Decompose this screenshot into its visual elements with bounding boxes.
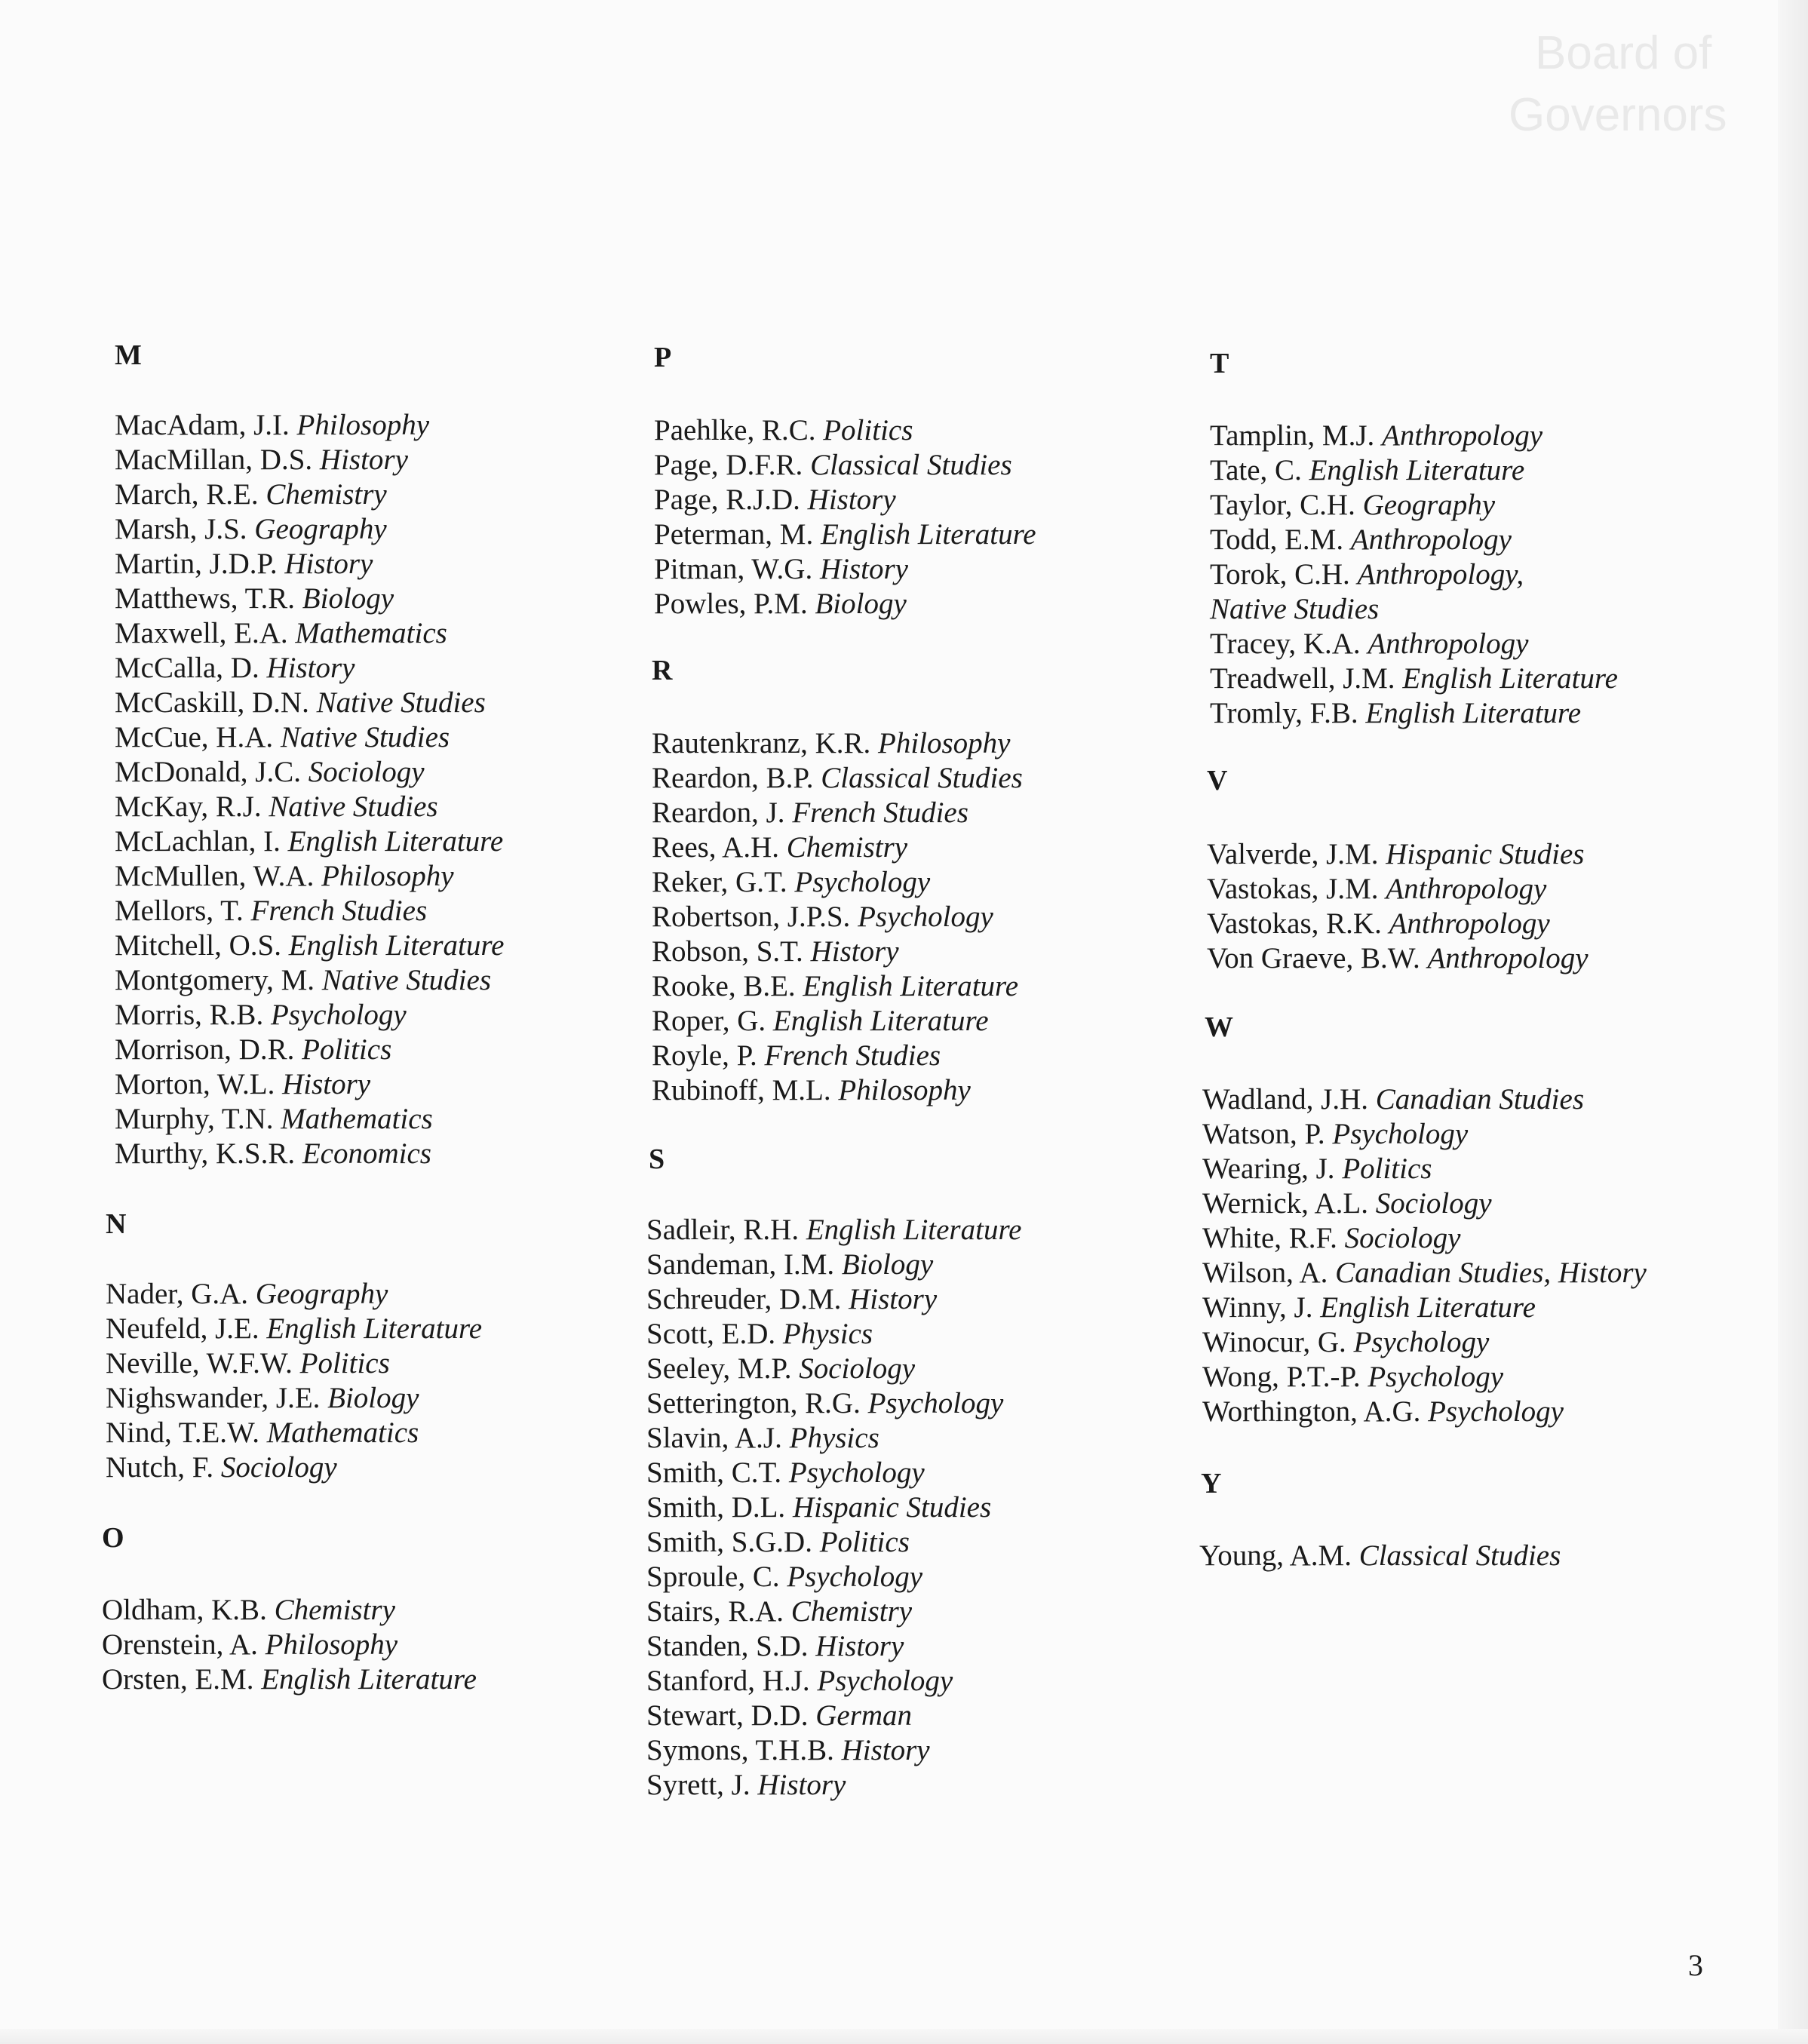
directory-entry bbox=[646, 1248, 1022, 1282]
directory-entry bbox=[646, 1733, 1022, 1768]
department: English Literature bbox=[806, 1214, 1022, 1246]
directory-entry bbox=[652, 830, 1023, 865]
department: English Literature bbox=[287, 825, 504, 858]
section-letter-p: P bbox=[654, 342, 672, 373]
department: Chemistry bbox=[786, 831, 908, 864]
faculty-name: Smith, D.L. bbox=[646, 1491, 786, 1524]
department: Biology bbox=[327, 1382, 419, 1414]
department: Chemistry bbox=[274, 1594, 395, 1626]
department: Anthropology, bbox=[1357, 558, 1524, 591]
department: English Literature bbox=[820, 518, 1036, 551]
directory-entry bbox=[654, 587, 1036, 621]
faculty-name: Royle, P. bbox=[652, 1039, 757, 1072]
faculty-name: Treadwell, J.M. bbox=[1210, 662, 1395, 695]
directory-entry bbox=[1210, 453, 1618, 488]
faculty-name: Reker, G.T. bbox=[652, 866, 787, 898]
faculty-name: Symons, T.H.B. bbox=[646, 1734, 834, 1766]
directory-entry bbox=[106, 1346, 482, 1381]
directory-entry bbox=[106, 1416, 482, 1450]
faculty-name: Wong, P.T.-P. bbox=[1202, 1361, 1361, 1393]
faculty-name: Wilson, A. bbox=[1202, 1257, 1328, 1289]
faculty-name: Sadleir, R.H. bbox=[646, 1214, 800, 1246]
directory-entry bbox=[1210, 419, 1618, 453]
faculty-name: Todd, E.M. bbox=[1210, 523, 1344, 556]
faculty-name: Page, R.J.D. bbox=[654, 483, 800, 516]
department: English Literature bbox=[261, 1663, 477, 1696]
directory-entry bbox=[115, 512, 504, 547]
faculty-name: Robertson, J.P.S. bbox=[652, 901, 851, 933]
department: Psychology bbox=[858, 901, 993, 933]
department: History bbox=[266, 652, 355, 684]
faculty-name: Winny, J. bbox=[1202, 1291, 1313, 1324]
department: Philosophy bbox=[296, 409, 430, 441]
faculty-name: Von Graeve, B.W. bbox=[1207, 942, 1420, 974]
directory-entry bbox=[646, 1456, 1022, 1490]
directory-entry bbox=[652, 796, 1023, 830]
faculty-name: Wearing, J. bbox=[1202, 1152, 1335, 1185]
department: Psychology bbox=[1368, 1361, 1504, 1393]
department: English Literature bbox=[1402, 662, 1618, 695]
directory-entry bbox=[654, 483, 1036, 517]
section-letter-y: Y bbox=[1201, 1468, 1222, 1499]
section-letter-v: V bbox=[1207, 765, 1228, 796]
faculty-name: McCue, H.A. bbox=[115, 721, 274, 753]
faculty-name: Rees, A.H. bbox=[652, 831, 779, 864]
faculty-name: Stairs, R.A. bbox=[646, 1595, 784, 1628]
directory-entry bbox=[115, 547, 504, 582]
directory-entry bbox=[115, 720, 504, 755]
directory-entry bbox=[646, 1664, 1022, 1699]
department: Psychology bbox=[817, 1665, 953, 1697]
page-edge-shadow bbox=[1778, 0, 1808, 2044]
faculty-name: McCaskill, D.N. bbox=[115, 686, 309, 719]
department: Native Studies bbox=[269, 790, 438, 823]
faculty-name: Maxwell, E.A. bbox=[115, 617, 288, 649]
section-o-list bbox=[102, 1593, 477, 1697]
faculty-name: Nind, T.E.W. bbox=[106, 1416, 260, 1449]
department: Geography bbox=[254, 513, 387, 545]
directory-entry bbox=[115, 616, 504, 651]
directory-entry bbox=[646, 1282, 1022, 1317]
department: Hispanic Studies bbox=[792, 1491, 992, 1524]
section-v-list bbox=[1207, 837, 1589, 976]
directory-entry bbox=[1202, 1256, 1647, 1291]
directory-entry bbox=[652, 935, 1023, 969]
directory-entry bbox=[115, 1033, 504, 1067]
directory-entry bbox=[115, 859, 504, 894]
directory-entry bbox=[1207, 907, 1589, 941]
faculty-name: Torok, C.H. bbox=[1210, 558, 1350, 591]
department: English Literature bbox=[772, 1005, 989, 1037]
section-letter-n: N bbox=[106, 1208, 127, 1240]
department: Geography bbox=[255, 1278, 388, 1310]
faculty-name: Nighswander, J.E. bbox=[106, 1382, 321, 1414]
faculty-name: McLachlan, I. bbox=[115, 825, 281, 858]
faculty-name: Morton, W.L. bbox=[115, 1068, 275, 1100]
department: Native Studies bbox=[316, 686, 486, 719]
department: Classical Studies bbox=[1358, 1539, 1561, 1572]
department: English Literature bbox=[288, 929, 505, 962]
department: Psychology bbox=[788, 1456, 925, 1489]
directory-entry bbox=[115, 1067, 504, 1102]
department: History bbox=[807, 483, 896, 516]
department: Anthropology bbox=[1389, 907, 1550, 940]
department: History bbox=[819, 553, 908, 585]
department: Philosophy bbox=[878, 727, 1011, 760]
faculty-name: Scott, E.D. bbox=[646, 1318, 776, 1350]
faculty-name: Smith, S.G.D. bbox=[646, 1526, 812, 1558]
faculty-name: White, R.F. bbox=[1202, 1222, 1337, 1254]
directory-entry bbox=[646, 1490, 1022, 1525]
faculty-name: Tamplin, M.J. bbox=[1210, 419, 1375, 452]
directory-entry bbox=[1210, 523, 1618, 557]
directory-entry bbox=[1202, 1186, 1647, 1221]
faculty-name: Young, A.M. bbox=[1199, 1539, 1352, 1572]
section-letter-o: O bbox=[102, 1522, 124, 1554]
directory-entry bbox=[102, 1628, 477, 1662]
faculty-name: Paehlke, R.C. bbox=[654, 414, 816, 447]
directory-entry bbox=[106, 1450, 482, 1485]
department: History bbox=[810, 935, 899, 968]
directory-entry bbox=[1210, 696, 1618, 731]
department: History bbox=[284, 548, 373, 580]
section-letter-t: T bbox=[1210, 348, 1229, 379]
directory-entry bbox=[1202, 1291, 1647, 1325]
department: Economics bbox=[302, 1137, 431, 1170]
department: Classical Studies bbox=[821, 762, 1023, 794]
department: Politics bbox=[819, 1526, 910, 1558]
department: Physics bbox=[789, 1422, 879, 1454]
faculty-name: Slavin, A.J. bbox=[646, 1422, 782, 1454]
directory-entry bbox=[652, 761, 1023, 796]
department: Politics bbox=[1342, 1152, 1432, 1185]
department: English Literature bbox=[266, 1312, 483, 1345]
faculty-name: Reardon, B.P. bbox=[652, 762, 814, 794]
directory-entry bbox=[652, 969, 1023, 1004]
faculty-name: Valverde, J.M. bbox=[1207, 838, 1379, 870]
department: Sociology bbox=[308, 756, 425, 788]
directory-entry bbox=[115, 1137, 504, 1171]
faculty-name: Rautenkranz, K.R. bbox=[652, 727, 871, 760]
department: Anthropology bbox=[1368, 628, 1529, 660]
directory-entry bbox=[115, 928, 504, 963]
directory-entry bbox=[115, 582, 504, 616]
directory-entry bbox=[646, 1386, 1022, 1421]
faculty-name: Sandeman, I.M. bbox=[646, 1248, 835, 1281]
department: Mathematics bbox=[266, 1416, 419, 1449]
directory-entry bbox=[115, 824, 504, 859]
faculty-name: Wernick, A.L. bbox=[1202, 1187, 1368, 1220]
directory-entry bbox=[1207, 837, 1589, 872]
directory-entry bbox=[115, 894, 504, 928]
faculty-name: McMullen, W.A. bbox=[115, 860, 315, 892]
directory-entry bbox=[646, 1768, 1022, 1803]
department: Anthropology bbox=[1350, 523, 1512, 556]
directory-entry bbox=[1202, 1082, 1647, 1117]
directory-entry bbox=[654, 552, 1036, 587]
section-letter-r: R bbox=[652, 655, 673, 686]
faculty-name: Robson, S.T. bbox=[652, 935, 803, 968]
directory-entry bbox=[646, 1594, 1022, 1629]
directory-entry bbox=[106, 1312, 482, 1346]
department: Psychology bbox=[867, 1387, 1004, 1419]
faculty-name: Syrett, J. bbox=[646, 1769, 751, 1801]
faculty-name: Morrison, D.R. bbox=[115, 1033, 295, 1066]
directory-entry bbox=[652, 1039, 1023, 1073]
directory-entry bbox=[652, 1004, 1023, 1039]
faculty-name: MacAdam, J.I. bbox=[115, 409, 290, 441]
faculty-name: Marsh, J.S. bbox=[115, 513, 247, 545]
faculty-name: Rubinoff, M.L. bbox=[652, 1074, 831, 1106]
faculty-name: Martin, J.D.P. bbox=[115, 548, 278, 580]
faculty-name: Murphy, T.N. bbox=[115, 1103, 274, 1135]
faculty-name: Montgomery, M. bbox=[115, 964, 315, 996]
section-y-list bbox=[1199, 1539, 1561, 1573]
faculty-name: Rooke, B.E. bbox=[652, 970, 796, 1002]
section-s-list bbox=[646, 1213, 1022, 1803]
department: Native Studies bbox=[280, 721, 450, 753]
department: French Studies bbox=[764, 1039, 941, 1072]
faculty-name: Taylor, C.H. bbox=[1210, 489, 1355, 521]
directory-entry bbox=[1199, 1539, 1561, 1573]
department: Sociology bbox=[1375, 1187, 1492, 1220]
directory-entry bbox=[115, 443, 504, 477]
department: Biology bbox=[841, 1248, 934, 1281]
faculty-name: Stewart, D.D. bbox=[646, 1699, 809, 1732]
department: Biology bbox=[302, 582, 394, 615]
faculty-name: Schreuder, D.M. bbox=[646, 1283, 842, 1315]
faculty-name: Vastokas, R.K. bbox=[1207, 907, 1382, 940]
directory-entry bbox=[652, 900, 1023, 935]
department: History bbox=[841, 1734, 930, 1766]
department: Psychology bbox=[794, 866, 931, 898]
faculty-name: Vastokas, J.M. bbox=[1207, 873, 1379, 905]
faculty-name: Morris, R.B. bbox=[115, 999, 264, 1031]
faculty-name: Oldham, K.B. bbox=[102, 1594, 267, 1626]
department: Politics bbox=[302, 1033, 392, 1066]
faculty-name: McKay, R.J. bbox=[115, 790, 262, 823]
department: Chemistry bbox=[790, 1595, 913, 1628]
directory-entry bbox=[115, 1102, 504, 1137]
faculty-name: McCalla, D. bbox=[115, 652, 259, 684]
directory-entry bbox=[646, 1317, 1022, 1352]
directory-entry bbox=[1210, 488, 1618, 523]
page-bottom-shadow bbox=[0, 2029, 1808, 2044]
department: Native Studies bbox=[1210, 593, 1380, 625]
faculty-name: Tromly, F.B. bbox=[1210, 697, 1358, 729]
directory-entry bbox=[1202, 1117, 1647, 1152]
department: English Literature bbox=[1309, 454, 1525, 486]
bleed-through-subheading: Governors bbox=[1509, 89, 1727, 141]
section-p-list bbox=[654, 413, 1036, 621]
department: Philosophy bbox=[321, 860, 454, 892]
department: History bbox=[319, 443, 408, 476]
department: Canadian Studies, History bbox=[1335, 1257, 1647, 1289]
department: Politics bbox=[299, 1347, 390, 1380]
department: Mathematics bbox=[295, 617, 447, 649]
faculty-name: Page, D.F.R. bbox=[654, 449, 803, 481]
faculty-name: Reardon, J. bbox=[652, 796, 785, 829]
faculty-name: MacMillan, D.S. bbox=[115, 443, 313, 476]
directory-entry bbox=[646, 1560, 1022, 1594]
bleed-through-heading: Board of bbox=[1535, 27, 1712, 79]
faculty-name: Powles, P.M. bbox=[654, 588, 808, 620]
directory-entry bbox=[1202, 1221, 1647, 1256]
faculty-name: Stanford, H.J. bbox=[646, 1665, 810, 1697]
directory-entry bbox=[652, 726, 1023, 761]
directory-entry bbox=[1210, 661, 1618, 696]
faculty-name: Setterington, R.G. bbox=[646, 1387, 861, 1419]
directory-entry bbox=[646, 1699, 1022, 1733]
department: Hispanic Studies bbox=[1386, 838, 1585, 870]
page-number: 3 bbox=[1688, 1948, 1703, 1982]
department: Chemistry bbox=[266, 478, 387, 511]
department: Biology bbox=[815, 588, 907, 620]
department: History bbox=[849, 1283, 938, 1315]
directory-entry bbox=[652, 1073, 1023, 1108]
section-n-list bbox=[106, 1277, 482, 1485]
department: Sociology bbox=[799, 1352, 916, 1385]
directory-entry bbox=[1207, 872, 1589, 907]
department: Anthropology bbox=[1386, 873, 1547, 905]
faculty-name: Murthy, K.S.R. bbox=[115, 1137, 296, 1170]
directory-entry bbox=[646, 1213, 1022, 1248]
department: Anthropology bbox=[1382, 419, 1543, 452]
faculty-name: Neufeld, J.E. bbox=[106, 1312, 259, 1345]
faculty-name: Orsten, E.M. bbox=[102, 1663, 254, 1696]
faculty-name: Mellors, T. bbox=[115, 895, 244, 927]
faculty-name: McDonald, J.C. bbox=[115, 756, 301, 788]
faculty-name: Worthington, A.G. bbox=[1202, 1395, 1421, 1428]
department: Philosophy bbox=[265, 1628, 398, 1661]
directory-entry bbox=[115, 755, 504, 790]
department: Politics bbox=[823, 414, 913, 447]
faculty-name: Wadland, J.H. bbox=[1202, 1083, 1368, 1116]
department: Mathematics bbox=[281, 1103, 433, 1135]
faculty-name: Winocur, G. bbox=[1202, 1326, 1346, 1358]
department: Psychology bbox=[270, 999, 407, 1031]
faculty-name: Nutch, F. bbox=[106, 1451, 214, 1484]
directory-entry bbox=[115, 686, 504, 720]
section-t-list bbox=[1210, 419, 1618, 731]
directory-entry bbox=[115, 963, 504, 998]
directory-entry bbox=[1207, 941, 1589, 976]
faculty-name: Orenstein, A. bbox=[102, 1628, 258, 1661]
directory-entry bbox=[1202, 1395, 1647, 1429]
department: Psychology bbox=[1353, 1326, 1490, 1358]
directory-entry bbox=[654, 413, 1036, 448]
directory-entry bbox=[115, 998, 504, 1033]
directory-entry bbox=[115, 651, 504, 686]
department: History bbox=[757, 1769, 846, 1801]
department: Canadian Studies bbox=[1375, 1083, 1584, 1116]
faculty-name: Sproule, C. bbox=[646, 1561, 780, 1593]
directory-entry bbox=[1202, 1360, 1647, 1395]
department: Psychology bbox=[1332, 1118, 1469, 1150]
directory-entry bbox=[115, 408, 504, 443]
section-r-list bbox=[652, 726, 1023, 1108]
faculty-name: Neville, W.F.W. bbox=[106, 1347, 293, 1380]
directory-entry bbox=[115, 790, 504, 824]
directory-entry bbox=[106, 1277, 482, 1312]
directory-entry bbox=[646, 1421, 1022, 1456]
faculty-name: Seeley, M.P. bbox=[646, 1352, 792, 1385]
section-letter-m: M bbox=[115, 339, 142, 371]
department: English Literature bbox=[1365, 697, 1582, 729]
directory-entry bbox=[106, 1381, 482, 1416]
department: French Studies bbox=[792, 796, 968, 829]
department: German bbox=[815, 1699, 913, 1732]
directory-entry bbox=[652, 865, 1023, 900]
faculty-name: Roper, G. bbox=[652, 1005, 766, 1037]
directory-entry bbox=[102, 1662, 477, 1697]
department: History bbox=[282, 1068, 371, 1100]
department: Geography bbox=[1362, 489, 1496, 521]
directory-entry bbox=[654, 517, 1036, 552]
directory-entry bbox=[646, 1629, 1022, 1664]
department: Psychology bbox=[787, 1561, 923, 1593]
faculty-name: March, R.E. bbox=[115, 478, 259, 511]
faculty-name: Smith, C.T. bbox=[646, 1456, 782, 1489]
department: Classical Studies bbox=[810, 449, 1012, 481]
section-letter-s: S bbox=[649, 1143, 665, 1175]
department: History bbox=[815, 1630, 904, 1662]
department: Anthropology bbox=[1427, 942, 1589, 974]
directory-entry bbox=[1202, 1152, 1647, 1186]
department: Psychology bbox=[1428, 1395, 1564, 1428]
directory-entry bbox=[1210, 627, 1618, 661]
faculty-name: Tate, C. bbox=[1210, 454, 1302, 486]
faculty-name: Matthews, T.R. bbox=[115, 582, 296, 615]
department: Physics bbox=[782, 1318, 873, 1350]
department: French Studies bbox=[250, 895, 428, 927]
faculty-name: Standen, S.D. bbox=[646, 1630, 809, 1662]
department: Sociology bbox=[220, 1451, 337, 1484]
faculty-name: Tracey, K.A. bbox=[1210, 628, 1361, 660]
directory-entry bbox=[102, 1593, 477, 1628]
directory-entry bbox=[115, 477, 504, 512]
directory-entry bbox=[646, 1352, 1022, 1386]
department: Philosophy bbox=[838, 1074, 971, 1106]
department: Native Studies bbox=[321, 964, 492, 996]
department: Sociology bbox=[1344, 1222, 1461, 1254]
department: English Literature bbox=[1320, 1291, 1536, 1324]
section-w-list bbox=[1202, 1082, 1647, 1429]
section-m-list bbox=[115, 408, 504, 1171]
directory-entry bbox=[1210, 557, 1618, 592]
directory-entry bbox=[1210, 592, 1618, 627]
directory-entry bbox=[654, 448, 1036, 483]
faculty-name: Peterman, M. bbox=[654, 518, 814, 551]
directory-entry bbox=[646, 1525, 1022, 1560]
faculty-name: Watson, P. bbox=[1202, 1118, 1325, 1150]
faculty-name: Mitchell, O.S. bbox=[115, 929, 281, 962]
department: English Literature bbox=[803, 970, 1019, 1002]
section-letter-w: W bbox=[1205, 1011, 1233, 1043]
directory-entry bbox=[1202, 1325, 1647, 1360]
faculty-name: Pitman, W.G. bbox=[654, 553, 813, 585]
faculty-name: Nader, G.A. bbox=[106, 1278, 249, 1310]
